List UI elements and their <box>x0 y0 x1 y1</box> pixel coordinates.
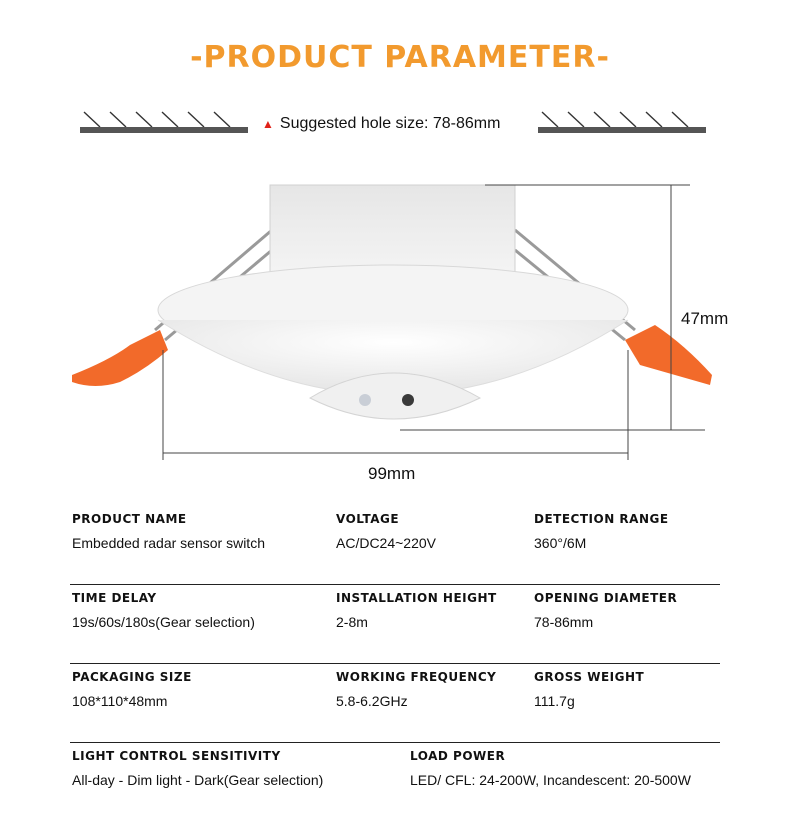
spec-product-name: PRODUCT NAME Embedded radar sensor switch <box>72 512 265 551</box>
spec-table <box>70 506 720 821</box>
hole-size-text: Suggested hole size: 78-86mm <box>279 115 501 132</box>
spec-row <box>70 743 720 821</box>
spec-packaging-size: PACKAGING SIZE 108*110*48mm <box>72 670 192 709</box>
spec-installation-height: INSTALLATION HEIGHT 2-8m <box>336 591 497 630</box>
triangle-marker-icon: ▲ <box>262 117 274 131</box>
hole-size-note <box>262 115 500 133</box>
ceiling-right-graphic <box>536 100 708 136</box>
spec-load-power: LOAD POWER LED/ CFL: 24-200W, Incandescent: 20-500W <box>410 749 691 788</box>
spec-detection-range: DETECTION RANGE 360°/6M <box>534 512 669 551</box>
spec-opening-diameter: OPENING DIAMETER 78-86mm <box>534 591 678 630</box>
spec-gross-weight: GROSS WEIGHT 111.7g <box>534 670 645 709</box>
spec-voltage: VOLTAGE AC/DC24~220V <box>336 512 437 551</box>
spec-row <box>70 506 720 585</box>
ceiling-left-graphic <box>78 100 250 136</box>
spec-row <box>70 585 720 664</box>
width-dimension-label: 99mm <box>368 464 416 483</box>
spec-row <box>70 664 720 743</box>
height-dimension-label: 47mm <box>681 309 729 328</box>
spec-working-frequency: WORKING FREQUENCY 5.8-6.2GHz <box>336 670 497 709</box>
spec-time-delay: TIME DELAY 19s/60s/180s(Gear selection) <box>72 591 255 630</box>
spec-light-control-sensitivity: LIGHT CONTROL SENSITIVITY All-day - Dim light - Dark(Gear selection) <box>72 749 324 788</box>
page-title: -PRODUCT PARAMETER- <box>190 40 610 75</box>
product-illustration <box>60 170 720 470</box>
